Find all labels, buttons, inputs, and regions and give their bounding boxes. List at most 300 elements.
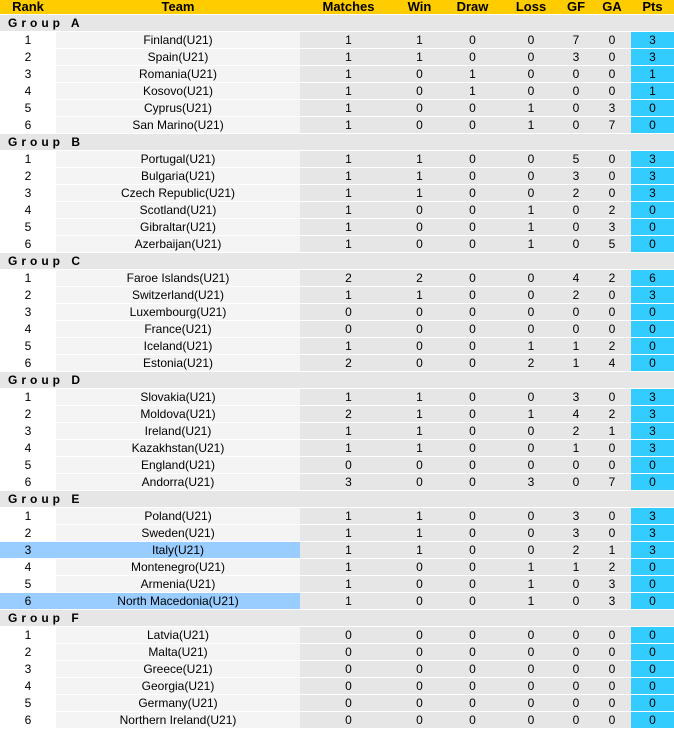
rank-cell[interactable]: 4 — [0, 83, 56, 100]
ga-cell: 0 — [593, 49, 631, 66]
rank-cell[interactable]: 5 — [0, 100, 56, 117]
table-row[interactable] — [0, 151, 674, 168]
rank-cell[interactable]: 1 — [0, 389, 56, 406]
matches-cell: 0 — [300, 695, 397, 712]
loss-cell: 1 — [503, 100, 559, 117]
matches-cell: 2 — [300, 355, 397, 372]
gf-cell: 2 — [559, 423, 593, 440]
table-row[interactable] — [0, 559, 674, 576]
team-name[interactable]: Gibraltar(U21) — [56, 219, 300, 236]
loss-cell: 0 — [503, 661, 559, 678]
header-pts[interactable]: Pts — [631, 0, 674, 15]
table-row[interactable] — [0, 525, 674, 542]
loss-cell: 0 — [503, 321, 559, 338]
matches-cell: 0 — [300, 457, 397, 474]
loss-cell: 0 — [503, 287, 559, 304]
draw-cell: 0 — [442, 168, 503, 185]
win-cell: 0 — [397, 661, 442, 678]
points-cell: 3 — [631, 423, 674, 440]
points-cell: 0 — [631, 117, 674, 134]
loss-cell: 0 — [503, 457, 559, 474]
rank-cell[interactable]: 6 — [0, 474, 56, 491]
points-cell: 0 — [631, 695, 674, 712]
rank-cell[interactable]: 1 — [0, 270, 56, 287]
ga-cell: 0 — [593, 440, 631, 457]
header-team[interactable]: Team — [56, 0, 300, 15]
draw-cell: 0 — [442, 49, 503, 66]
ga-cell: 0 — [593, 83, 631, 100]
matches-cell: 2 — [300, 406, 397, 423]
win-cell: 1 — [397, 423, 442, 440]
loss-cell: 0 — [503, 695, 559, 712]
draw-cell: 0 — [442, 355, 503, 372]
points-cell: 0 — [631, 644, 674, 661]
points-cell: 0 — [631, 678, 674, 695]
draw-cell: 0 — [442, 695, 503, 712]
win-cell: 1 — [397, 406, 442, 423]
draw-cell: 1 — [442, 66, 503, 83]
table-row[interactable] — [0, 678, 674, 695]
win-cell: 0 — [397, 695, 442, 712]
draw-cell: 0 — [442, 185, 503, 202]
team-name[interactable]: North Macedonia(U21) — [56, 593, 300, 610]
rank-cell[interactable]: 4 — [0, 678, 56, 695]
table-row[interactable] — [0, 389, 674, 406]
table-row[interactable] — [0, 423, 674, 440]
loss-cell: 0 — [503, 185, 559, 202]
team-name[interactable]: Bulgaria(U21) — [56, 168, 300, 185]
table-row[interactable] — [0, 117, 674, 134]
draw-cell: 0 — [442, 117, 503, 134]
points-cell: 0 — [631, 661, 674, 678]
rank-cell[interactable]: 3 — [0, 66, 56, 83]
rank-cell[interactable]: 5 — [0, 695, 56, 712]
loss-cell: 0 — [503, 389, 559, 406]
loss-cell: 0 — [503, 304, 559, 321]
table-row[interactable] — [0, 185, 674, 202]
matches-cell: 2 — [300, 270, 397, 287]
team-name[interactable]: Kosovo(U21) — [56, 83, 300, 100]
team-name[interactable]: Luxembourg(U21) — [56, 304, 300, 321]
team-name[interactable]: Estonia(U21) — [56, 355, 300, 372]
ga-cell: 0 — [593, 508, 631, 525]
loss-cell: 0 — [503, 440, 559, 457]
win-cell: 1 — [397, 49, 442, 66]
win-cell: 1 — [397, 168, 442, 185]
gf-cell: 3 — [559, 168, 593, 185]
win-cell: 0 — [397, 321, 442, 338]
draw-cell: 0 — [442, 457, 503, 474]
header-matches[interactable]: Matches — [300, 0, 397, 15]
rank-cell[interactable]: 2 — [0, 287, 56, 304]
ga-cell: 7 — [593, 474, 631, 491]
matches-cell: 0 — [300, 678, 397, 695]
win-cell: 0 — [397, 117, 442, 134]
win-cell: 0 — [397, 712, 442, 729]
team-name[interactable]: Poland(U21) — [56, 508, 300, 525]
loss-cell: 2 — [503, 355, 559, 372]
ga-cell: 2 — [593, 406, 631, 423]
matches-cell: 0 — [300, 627, 397, 644]
gf-cell: 0 — [559, 117, 593, 134]
matches-cell: 1 — [300, 66, 397, 83]
team-name[interactable]: Italy(U21) — [56, 542, 300, 559]
table-row[interactable] — [0, 474, 674, 491]
group-label: Group C — [0, 253, 674, 270]
win-cell: 1 — [397, 32, 442, 49]
team-name[interactable]: Malta(U21) — [56, 644, 300, 661]
points-cell: 6 — [631, 270, 674, 287]
ga-cell: 0 — [593, 168, 631, 185]
matches-cell: 1 — [300, 593, 397, 610]
rank-cell[interactable]: 3 — [0, 542, 56, 559]
table-row[interactable] — [0, 627, 674, 644]
team-name[interactable]: Kazakhstan(U21) — [56, 440, 300, 457]
loss-cell: 0 — [503, 712, 559, 729]
rank-cell[interactable]: 4 — [0, 202, 56, 219]
ga-cell: 0 — [593, 185, 631, 202]
table-row[interactable] — [0, 100, 674, 117]
table-row[interactable] — [0, 440, 674, 457]
draw-cell: 0 — [442, 287, 503, 304]
draw-cell: 0 — [442, 100, 503, 117]
ga-cell: 2 — [593, 202, 631, 219]
table-row[interactable] — [0, 83, 674, 100]
gf-cell: 1 — [559, 355, 593, 372]
team-name[interactable]: Armenia(U21) — [56, 576, 300, 593]
win-cell: 0 — [397, 474, 442, 491]
matches-cell: 1 — [300, 100, 397, 117]
points-cell: 0 — [631, 236, 674, 253]
draw-cell: 0 — [442, 627, 503, 644]
gf-cell: 0 — [559, 695, 593, 712]
gf-cell: 2 — [559, 185, 593, 202]
gf-cell: 3 — [559, 525, 593, 542]
gf-cell: 0 — [559, 593, 593, 610]
loss-cell: 0 — [503, 66, 559, 83]
matches-cell: 0 — [300, 644, 397, 661]
win-cell: 0 — [397, 457, 442, 474]
points-cell: 0 — [631, 219, 674, 236]
gf-cell: 2 — [559, 542, 593, 559]
points-cell: 0 — [631, 576, 674, 593]
rank-cell[interactable]: 5 — [0, 457, 56, 474]
win-cell: 1 — [397, 185, 442, 202]
header-ga[interactable]: GA — [593, 0, 631, 15]
points-cell: 0 — [631, 559, 674, 576]
team-name[interactable]: England(U21) — [56, 457, 300, 474]
rank-cell[interactable]: 5 — [0, 338, 56, 355]
points-cell: 0 — [631, 202, 674, 219]
table-row[interactable] — [0, 270, 674, 287]
ga-cell: 0 — [593, 661, 631, 678]
ga-cell: 0 — [593, 151, 631, 168]
loss-cell: 0 — [503, 423, 559, 440]
table-row[interactable] — [0, 202, 674, 219]
rank-cell[interactable]: 4 — [0, 321, 56, 338]
rank-cell[interactable]: 1 — [0, 508, 56, 525]
points-cell: 0 — [631, 100, 674, 117]
table-row[interactable] — [0, 219, 674, 236]
ga-cell: 0 — [593, 525, 631, 542]
table-row[interactable] — [0, 287, 674, 304]
win-cell: 0 — [397, 66, 442, 83]
draw-cell: 0 — [442, 474, 503, 491]
table-row[interactable] — [0, 304, 674, 321]
gf-cell: 0 — [559, 100, 593, 117]
gf-cell: 3 — [559, 389, 593, 406]
rank-cell[interactable]: 4 — [0, 559, 56, 576]
rank-cell[interactable]: 2 — [0, 49, 56, 66]
rank-cell[interactable]: 6 — [0, 593, 56, 610]
gf-cell: 7 — [559, 32, 593, 49]
team-name[interactable]: Northern Ireland(U21) — [56, 712, 300, 729]
header-win[interactable]: Win — [397, 0, 442, 15]
header-draw[interactable]: Draw — [442, 0, 503, 15]
team-name[interactable]: Finland(U21) — [56, 32, 300, 49]
rank-cell[interactable]: 2 — [0, 406, 56, 423]
rank-cell[interactable]: 3 — [0, 661, 56, 678]
rank-cell[interactable]: 5 — [0, 576, 56, 593]
ga-cell: 1 — [593, 423, 631, 440]
team-name[interactable]: San Marino(U21) — [56, 117, 300, 134]
draw-cell: 0 — [442, 508, 503, 525]
points-cell: 3 — [631, 151, 674, 168]
draw-cell: 0 — [442, 219, 503, 236]
team-name[interactable]: Scotland(U21) — [56, 202, 300, 219]
matches-cell: 1 — [300, 83, 397, 100]
team-name[interactable]: Sweden(U21) — [56, 525, 300, 542]
loss-cell: 0 — [503, 83, 559, 100]
gf-cell: 0 — [559, 678, 593, 695]
rank-cell[interactable]: 6 — [0, 355, 56, 372]
ga-cell: 0 — [593, 627, 631, 644]
ga-cell: 0 — [593, 644, 631, 661]
team-name[interactable]: Ireland(U21) — [56, 423, 300, 440]
group-label: Group E — [0, 491, 674, 508]
team-name[interactable]: Spain(U21) — [56, 49, 300, 66]
draw-cell: 1 — [442, 83, 503, 100]
matches-cell: 0 — [300, 661, 397, 678]
matches-cell: 1 — [300, 440, 397, 457]
gf-cell: 4 — [559, 406, 593, 423]
matches-cell: 1 — [300, 202, 397, 219]
gf-cell: 0 — [559, 644, 593, 661]
draw-cell: 0 — [442, 559, 503, 576]
loss-cell: 0 — [503, 542, 559, 559]
points-cell: 3 — [631, 542, 674, 559]
win-cell: 0 — [397, 576, 442, 593]
points-cell: 0 — [631, 474, 674, 491]
rank-cell[interactable]: 1 — [0, 32, 56, 49]
ga-cell: 4 — [593, 355, 631, 372]
group-header-row — [0, 610, 674, 627]
points-cell: 3 — [631, 185, 674, 202]
team-name[interactable]: Switzerland(U21) — [56, 287, 300, 304]
team-name[interactable]: Romania(U21) — [56, 66, 300, 83]
rank-cell[interactable]: 3 — [0, 423, 56, 440]
table-row[interactable] — [0, 406, 674, 423]
team-name[interactable]: Montenegro(U21) — [56, 559, 300, 576]
table-row[interactable] — [0, 661, 674, 678]
draw-cell: 0 — [442, 644, 503, 661]
points-cell: 0 — [631, 321, 674, 338]
table-row[interactable] — [0, 236, 674, 253]
table-row[interactable] — [0, 576, 674, 593]
points-cell: 3 — [631, 389, 674, 406]
loss-cell: 0 — [503, 525, 559, 542]
rank-cell[interactable]: 6 — [0, 236, 56, 253]
draw-cell: 0 — [442, 661, 503, 678]
gf-cell: 4 — [559, 270, 593, 287]
matches-cell: 0 — [300, 304, 397, 321]
header-rank[interactable]: Rank — [0, 0, 56, 15]
team-name[interactable]: Faroe Islands(U21) — [56, 270, 300, 287]
draw-cell: 0 — [442, 678, 503, 695]
points-cell: 3 — [631, 32, 674, 49]
gf-cell: 0 — [559, 66, 593, 83]
table-row[interactable] — [0, 32, 674, 49]
table-row[interactable] — [0, 695, 674, 712]
draw-cell: 0 — [442, 542, 503, 559]
rank-cell[interactable]: 2 — [0, 168, 56, 185]
gf-cell: 0 — [559, 576, 593, 593]
team-name[interactable]: Czech Republic(U21) — [56, 185, 300, 202]
ga-cell: 0 — [593, 287, 631, 304]
ga-cell: 3 — [593, 100, 631, 117]
table-row[interactable] — [0, 49, 674, 66]
gf-cell: 1 — [559, 338, 593, 355]
win-cell: 1 — [397, 287, 442, 304]
draw-cell: 0 — [442, 406, 503, 423]
table-row[interactable] — [0, 508, 674, 525]
rank-cell[interactable]: 2 — [0, 525, 56, 542]
matches-cell: 1 — [300, 49, 397, 66]
win-cell: 0 — [397, 627, 442, 644]
draw-cell: 0 — [442, 321, 503, 338]
loss-cell: 1 — [503, 117, 559, 134]
points-cell: 1 — [631, 83, 674, 100]
team-name[interactable]: Azerbaijan(U21) — [56, 236, 300, 253]
ga-cell: 2 — [593, 338, 631, 355]
draw-cell: 0 — [442, 712, 503, 729]
win-cell: 0 — [397, 678, 442, 695]
table-row[interactable] — [0, 542, 674, 559]
win-cell: 0 — [397, 355, 442, 372]
draw-cell: 0 — [442, 202, 503, 219]
gf-cell: 0 — [559, 219, 593, 236]
header-loss[interactable]: Loss — [503, 0, 559, 15]
ga-cell: 0 — [593, 712, 631, 729]
team-name[interactable]: France(U21) — [56, 321, 300, 338]
group-header-row — [0, 253, 674, 270]
gf-cell: 1 — [559, 559, 593, 576]
points-cell: 0 — [631, 457, 674, 474]
rank-cell[interactable]: 4 — [0, 440, 56, 457]
rank-cell[interactable]: 6 — [0, 117, 56, 134]
matches-cell: 1 — [300, 389, 397, 406]
ga-cell: 0 — [593, 389, 631, 406]
team-name[interactable]: Cyprus(U21) — [56, 100, 300, 117]
ga-cell: 3 — [593, 576, 631, 593]
ga-cell: 0 — [593, 457, 631, 474]
team-name[interactable]: Greece(U21) — [56, 661, 300, 678]
gf-cell: 3 — [559, 508, 593, 525]
loss-cell: 1 — [503, 593, 559, 610]
draw-cell: 0 — [442, 304, 503, 321]
rank-cell[interactable]: 1 — [0, 151, 56, 168]
ga-cell: 0 — [593, 695, 631, 712]
gf-cell: 0 — [559, 457, 593, 474]
points-cell: 3 — [631, 287, 674, 304]
table-row[interactable] — [0, 168, 674, 185]
rank-cell[interactable]: 1 — [0, 627, 56, 644]
win-cell: 0 — [397, 100, 442, 117]
team-name[interactable]: Latvia(U21) — [56, 627, 300, 644]
loss-cell: 1 — [503, 406, 559, 423]
gf-cell: 2 — [559, 287, 593, 304]
matches-cell: 1 — [300, 32, 397, 49]
matches-cell: 1 — [300, 117, 397, 134]
matches-cell: 3 — [300, 474, 397, 491]
table-row[interactable] — [0, 338, 674, 355]
table-row[interactable] — [0, 321, 674, 338]
draw-cell: 0 — [442, 525, 503, 542]
team-name[interactable]: Andorra(U21) — [56, 474, 300, 491]
rank-cell[interactable]: 6 — [0, 712, 56, 729]
team-name[interactable]: Slovakia(U21) — [56, 389, 300, 406]
win-cell: 2 — [397, 270, 442, 287]
win-cell: 0 — [397, 202, 442, 219]
rank-cell[interactable]: 3 — [0, 185, 56, 202]
ga-cell: 3 — [593, 593, 631, 610]
matches-cell: 1 — [300, 236, 397, 253]
group-header-row — [0, 15, 674, 32]
matches-cell: 1 — [300, 542, 397, 559]
table-row[interactable] — [0, 457, 674, 474]
win-cell: 1 — [397, 440, 442, 457]
team-name[interactable]: Germany(U21) — [56, 695, 300, 712]
points-cell: 3 — [631, 168, 674, 185]
group-label: Group F — [0, 610, 674, 627]
rank-cell[interactable]: 3 — [0, 304, 56, 321]
draw-cell: 0 — [442, 32, 503, 49]
ga-cell: 5 — [593, 236, 631, 253]
team-name[interactable]: Georgia(U21) — [56, 678, 300, 695]
gf-cell: 1 — [559, 440, 593, 457]
table-row[interactable] — [0, 712, 674, 729]
table-row[interactable] — [0, 593, 674, 610]
team-name[interactable]: Moldova(U21) — [56, 406, 300, 423]
loss-cell: 0 — [503, 678, 559, 695]
win-cell: 0 — [397, 644, 442, 661]
rank-cell[interactable]: 2 — [0, 644, 56, 661]
win-cell: 1 — [397, 151, 442, 168]
team-name[interactable]: Iceland(U21) — [56, 338, 300, 355]
table-row[interactable] — [0, 66, 674, 83]
points-cell: 3 — [631, 508, 674, 525]
matches-cell: 1 — [300, 423, 397, 440]
points-cell: 3 — [631, 406, 674, 423]
header-gf[interactable]: GF — [559, 0, 593, 15]
group-header-row — [0, 372, 674, 389]
win-cell: 1 — [397, 508, 442, 525]
rank-cell[interactable]: 5 — [0, 219, 56, 236]
table-row[interactable] — [0, 355, 674, 372]
team-name[interactable]: Portugal(U21) — [56, 151, 300, 168]
matches-cell: 1 — [300, 508, 397, 525]
table-row[interactable] — [0, 644, 674, 661]
